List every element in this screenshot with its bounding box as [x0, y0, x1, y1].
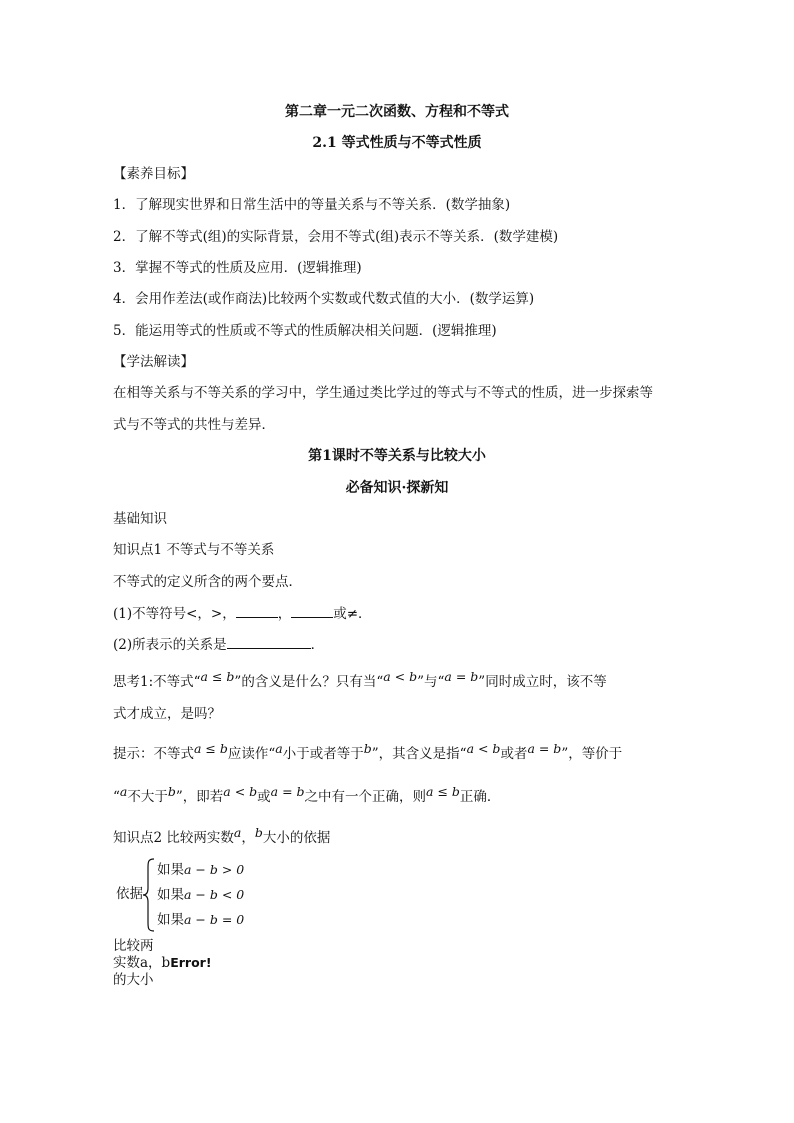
item-1-sep: ，	[277, 606, 292, 622]
blank-3[interactable]	[227, 635, 311, 649]
error-line-2	[113, 955, 212, 971]
math-inline: a	[233, 825, 242, 840]
point1-intro: 不等式的定义所含的两个要点．	[113, 574, 302, 590]
hint-text-9: ”，即若	[175, 789, 224, 805]
hint-text-5: 或者	[500, 746, 528, 762]
hint-text-1: 提示：不等式	[113, 746, 194, 762]
method-line-2: 式与不等式的共性与差异．	[113, 417, 275, 433]
chapter-title: 第二章一元二次函数、方程和不等式	[285, 104, 509, 120]
point1-title: 知识点1 不等式与不等关系	[113, 542, 275, 558]
error-line-3: 的大小	[113, 972, 154, 988]
case-1	[157, 861, 244, 879]
point2-text-3: 大小的依据	[262, 830, 331, 846]
item-2-prefix: (2)所表示的关系是	[113, 637, 227, 653]
point2-text-1: 知识点2 比较两实数	[113, 830, 234, 846]
math-inline: a = b	[270, 784, 305, 799]
method-heading: 【学法解读】	[113, 354, 194, 370]
hint-text-11: 之中有一个正确，则	[304, 789, 427, 805]
case-2	[157, 886, 244, 904]
section-title: 2.1 等式性质与不等式性质	[312, 135, 482, 151]
math-inline: a < b	[223, 784, 258, 799]
think-text-3: ”与“	[417, 674, 445, 690]
math-inline: a ≤ b	[194, 741, 228, 756]
case-3	[157, 911, 244, 929]
hint-text-2: 应读作“	[227, 746, 276, 762]
math-a-le-b: a ≤ b	[200, 669, 235, 684]
case-3-expr: a − b = 0	[184, 912, 245, 927]
math-inline: a < b	[466, 741, 501, 756]
math-inline: a	[275, 741, 283, 756]
literacy-heading: 【素养目标】	[113, 166, 194, 182]
case-3-label: 如果	[157, 912, 184, 928]
hint-text-7: “	[113, 789, 120, 805]
think-line-1	[113, 669, 607, 691]
hint-text-12: 正确．	[459, 789, 501, 805]
hint-line-1	[113, 741, 623, 763]
think-line-2: 式才成立，是吗？	[113, 706, 221, 722]
item-1-prefix: (1)不等符号<，>，	[113, 606, 236, 622]
hint-text-10: 或	[257, 789, 271, 805]
basic-knowledge-heading: 基础知识	[113, 511, 167, 527]
goal-3: 3．掌握不等式的性质及应用．(逻辑推理)	[113, 260, 362, 276]
math-a-lt-b: a < b	[383, 669, 418, 684]
lesson-title: 第1课时不等关系与比较大小	[308, 448, 486, 464]
knowledge-title: 必备知识·探新知	[345, 480, 449, 496]
math-inline: b	[167, 784, 176, 799]
item-2-suffix: ．	[310, 637, 325, 653]
goal-4: 4．会用作差法(或作商法)比较两个实数或代数式值的大小．(数学运算)	[113, 291, 535, 307]
hint-text-3: 小于或者等于	[282, 746, 364, 762]
math-inline: b	[254, 825, 263, 840]
think-text-2: ”的含义是什么？只有当“	[234, 674, 384, 690]
think-text-4: ”同时成立时，该不等	[478, 674, 607, 690]
item-1-suffix: 或≠．	[333, 606, 372, 622]
point2-title	[113, 825, 331, 847]
case-2-label: 如果	[157, 887, 184, 903]
case-1-expr: a − b > 0	[184, 862, 245, 877]
math-inline: a	[119, 784, 128, 799]
case-2-expr: a − b < 0	[184, 887, 245, 902]
curly-brace-icon	[142, 858, 156, 932]
blank-1[interactable]	[236, 604, 278, 618]
point2-text-2: ，	[241, 830, 255, 846]
hint-line-2	[113, 784, 501, 806]
goal-5: 5．能运用等式的性质或不等式的性质解决相关问题．(逻辑推理)	[113, 323, 497, 339]
item-1	[113, 604, 372, 623]
math-inline: b	[363, 741, 372, 756]
goal-1: 1．了解现实世界和日常生活中的等量关系与不等关系．(数学抽象)	[113, 197, 511, 213]
hint-text-8: 不大于	[127, 789, 168, 805]
error-message: Error!	[170, 955, 212, 970]
goal-2: 2．了解不等式(组)的实际背景，会用不等式(组)表示不等关系．(数学建模)	[113, 229, 559, 245]
error-line-2-prefix: 实数a，b	[113, 955, 171, 971]
think-text-1: 思考1:不等式“	[113, 674, 201, 690]
hint-text-6: ”，等价于	[561, 746, 623, 762]
basis-label: 依据	[116, 886, 143, 902]
item-2	[113, 635, 324, 654]
math-inline: a = b	[527, 741, 562, 756]
error-line-1: 比较两	[113, 938, 154, 954]
case-1-label: 如果	[157, 862, 184, 878]
hint-text-4: ”，其含义是指“	[371, 746, 467, 762]
math-inline: a ≤ b	[426, 784, 460, 799]
method-line-1: 在相等关系与不等关系的学习中，学生通过类比学过的等式与不等式的性质，进一步探索等	[113, 385, 653, 401]
blank-2[interactable]	[291, 604, 333, 618]
math-a-eq-b: a = b	[444, 669, 479, 684]
